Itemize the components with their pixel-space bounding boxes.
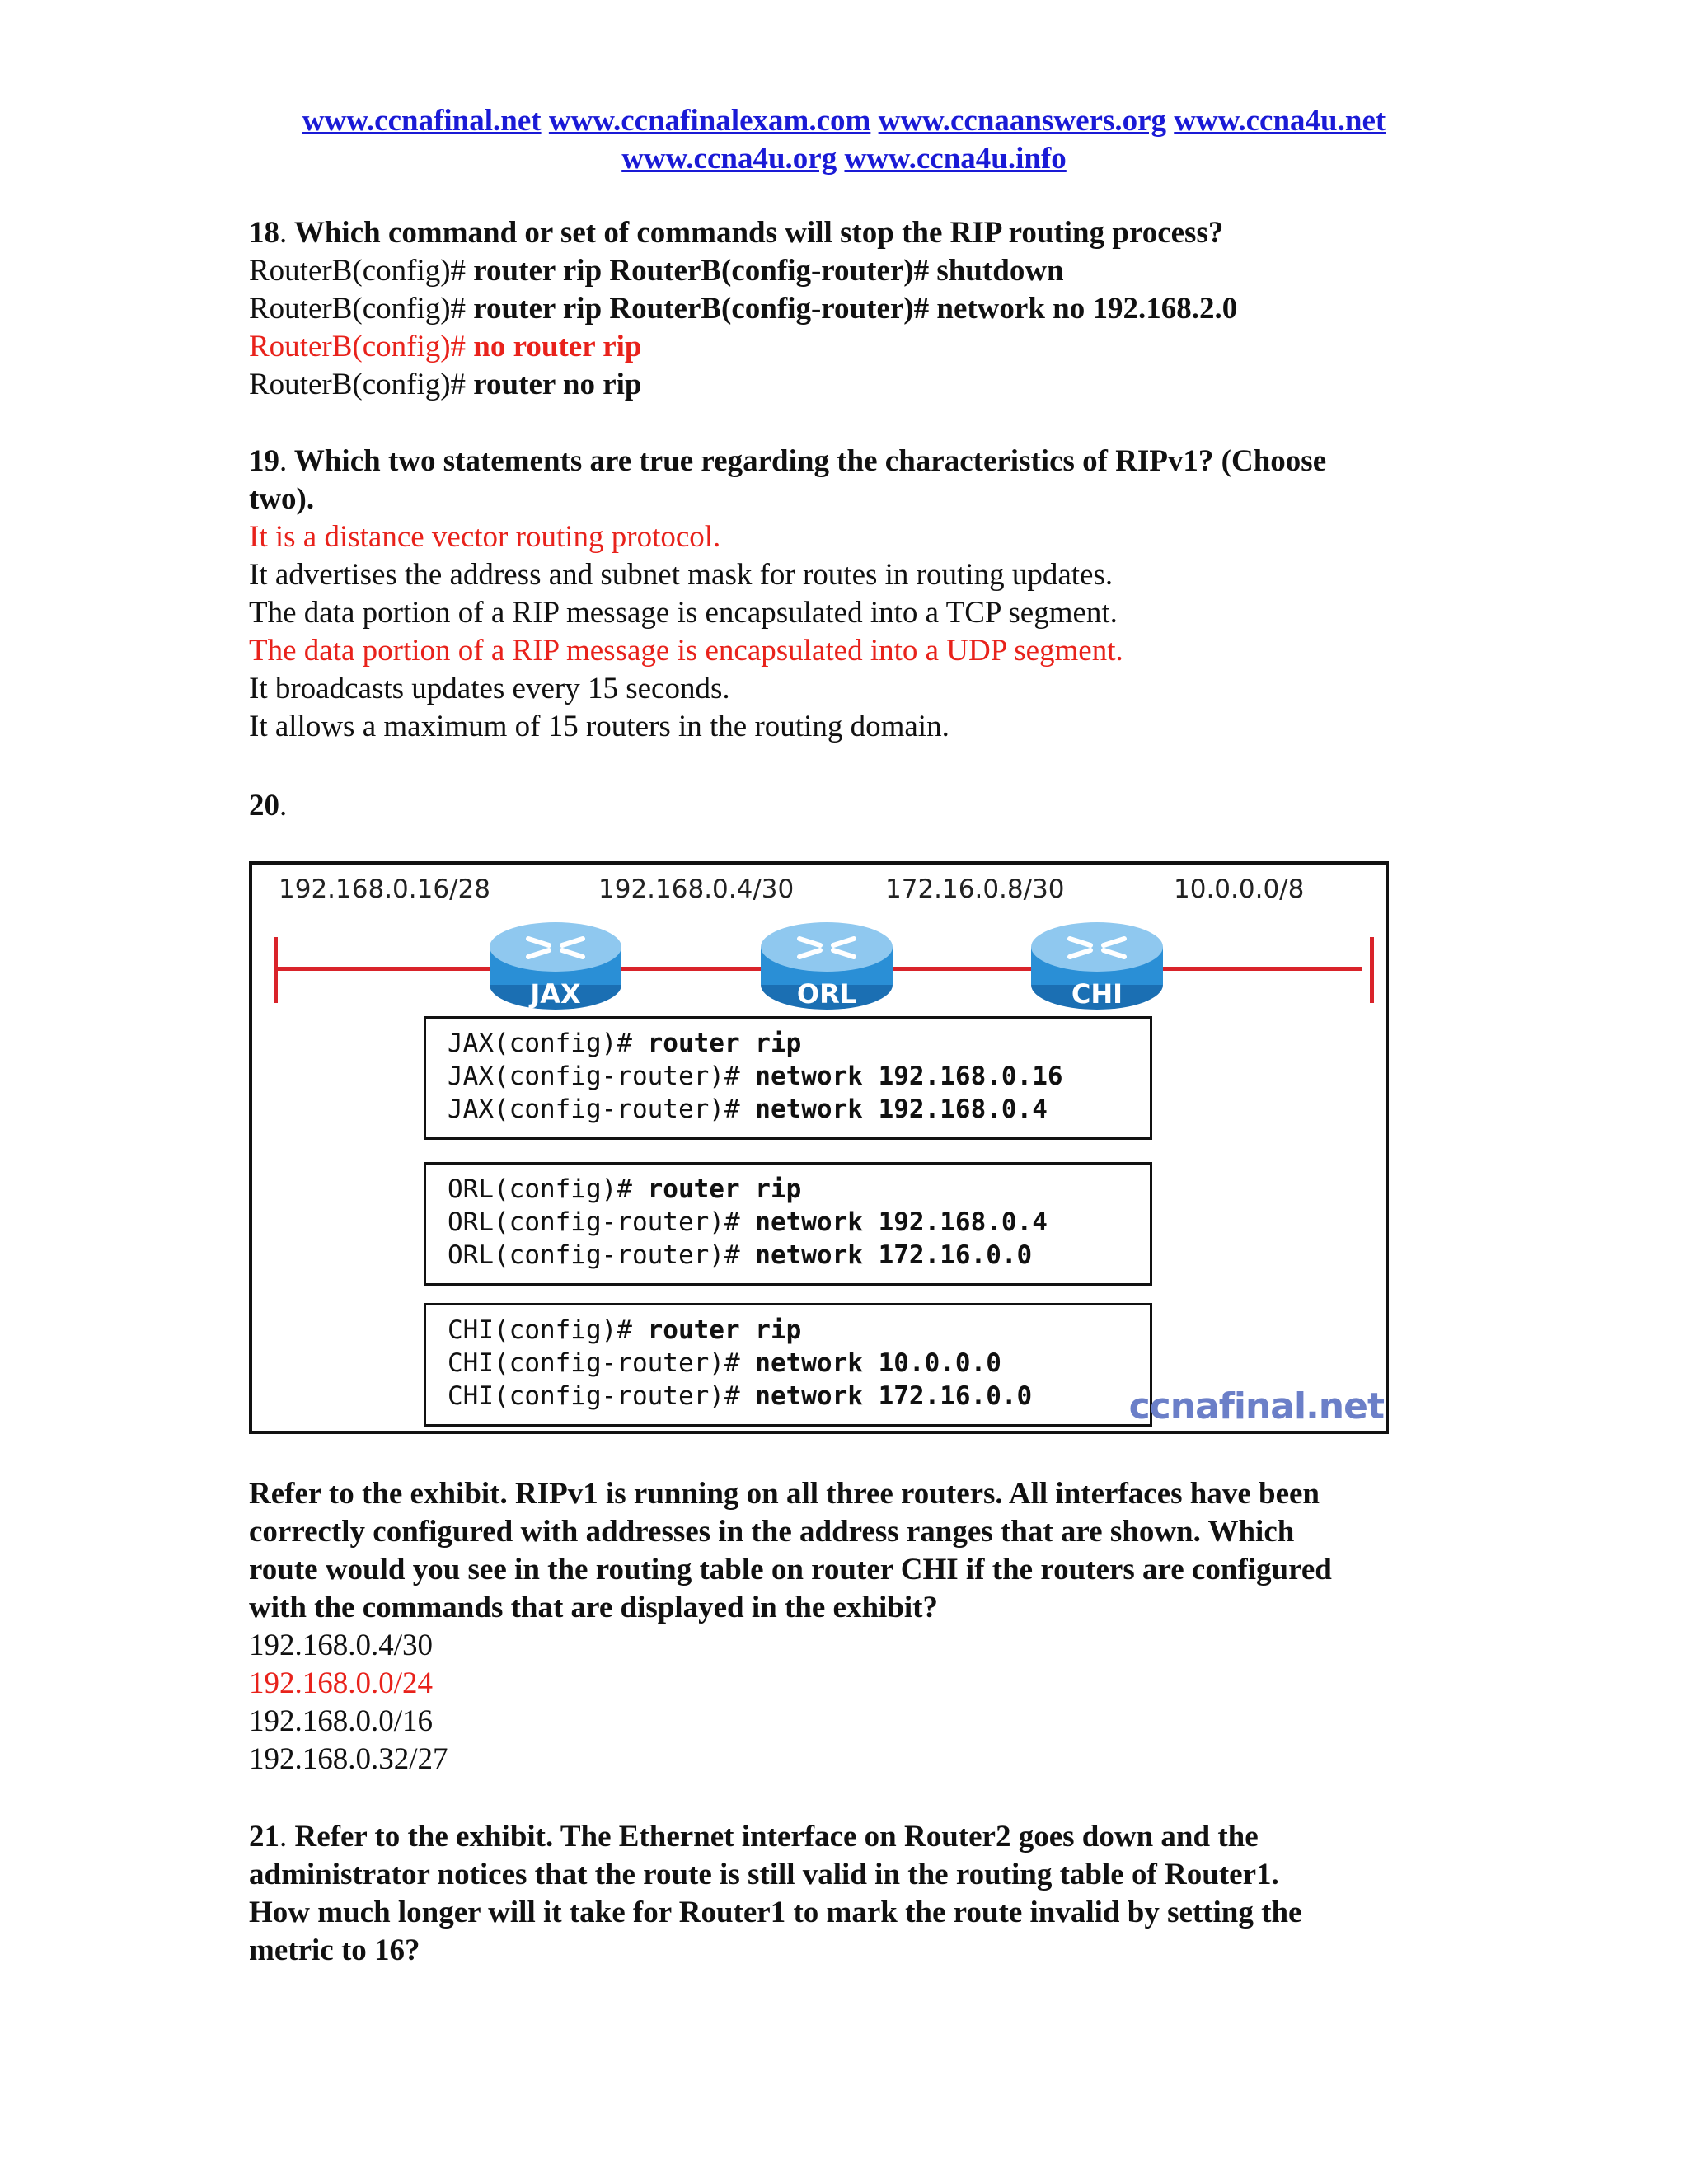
q20-option-1: 192.168.0.4/30 bbox=[249, 1629, 434, 1662]
config-line bbox=[448, 1314, 1150, 1347]
router-icon-orl bbox=[758, 921, 895, 1011]
option-command: router rip RouterB(config-router)# network no 192.168.2.0 bbox=[473, 292, 1238, 326]
config-prompt: CHI(config-router)# bbox=[448, 1348, 756, 1378]
q19-option-5: It broadcasts updates every 15 seconds. bbox=[249, 672, 730, 705]
question-20 bbox=[249, 1475, 1461, 1779]
q19-option-2: It advertises the address and subnet mask for routes in routing updates. bbox=[249, 558, 1114, 592]
question-text-cont: correctly configured with addresses in the address ranges that are shown. Which bbox=[249, 1515, 1295, 1549]
question-number: 19 bbox=[249, 444, 279, 478]
option-prefix: RouterB(config)# bbox=[249, 254, 467, 288]
link-ccna4u-info[interactable]: www.ccna4u.info bbox=[844, 142, 1067, 176]
config-prompt: ORL(config-router)# bbox=[448, 1240, 756, 1270]
config-command: network 192.168.0.16 bbox=[755, 1062, 1063, 1091]
network-exhibit bbox=[249, 861, 1389, 1434]
question-text: Refer to the exhibit. RIPv1 is running on all three routers. All interfaces have been bbox=[249, 1477, 1320, 1511]
router-label-jax: JAX bbox=[530, 978, 581, 1010]
header-links-line1 bbox=[0, 102, 1688, 140]
config-prompt: JAX(config-router)# bbox=[448, 1094, 756, 1124]
q20-option-4: 192.168.0.32/27 bbox=[249, 1742, 448, 1776]
config-prompt: JAX(config-router)# bbox=[448, 1062, 756, 1091]
q18-option-1 bbox=[249, 252, 1461, 290]
router-label-orl: ORL bbox=[796, 978, 857, 1010]
link-ccna4u-org[interactable]: www.ccna4u.org bbox=[621, 142, 837, 176]
network-label-1: 192.168.0.16/28 bbox=[279, 874, 490, 904]
link-ccnafinal[interactable]: www.ccnafinal.net bbox=[302, 104, 542, 138]
config-command: network 192.168.0.4 bbox=[755, 1094, 1048, 1124]
question-number: 18 bbox=[249, 216, 279, 250]
header-links-line2 bbox=[0, 140, 1688, 178]
question-text-cont: administrator notices that the route is still valid in the routing table of Router1. bbox=[249, 1858, 1279, 1891]
q20-option-3: 192.168.0.0/16 bbox=[249, 1704, 434, 1738]
q18-option-2 bbox=[249, 290, 1461, 328]
question-21 bbox=[249, 1818, 1461, 1970]
config-line bbox=[448, 1380, 1150, 1413]
question-19-title: 19. Which two statements are true regarding the characteristics of RIPv1? (Choose bbox=[249, 444, 1327, 478]
config-line bbox=[448, 1206, 1150, 1239]
network-end-right bbox=[1370, 937, 1374, 1003]
config-box-orl bbox=[424, 1162, 1152, 1286]
config-command: network 10.0.0.0 bbox=[755, 1348, 1001, 1378]
config-line bbox=[448, 1027, 1150, 1060]
q19-option-6: It allows a maximum of 15 routers in the routing domain. bbox=[249, 710, 950, 743]
config-prompt: CHI(config-router)# bbox=[448, 1381, 756, 1411]
config-prompt: ORL(config-router)# bbox=[448, 1207, 756, 1237]
option-prefix: RouterB(config)# bbox=[249, 330, 467, 363]
question-number: 20 bbox=[249, 789, 279, 823]
q18-option-3-correct bbox=[249, 328, 1461, 366]
q20-option-2-correct: 192.168.0.0/24 bbox=[249, 1666, 434, 1700]
network-label-3: 172.16.0.8/30 bbox=[885, 874, 1065, 904]
link-ccnafinalexam[interactable]: www.ccnafinalexam.com bbox=[548, 104, 871, 138]
config-prompt: ORL(config)# bbox=[448, 1174, 648, 1204]
question-text-cont: with the commands that are displayed in the exhibit? bbox=[249, 1591, 938, 1624]
config-command: router rip bbox=[647, 1029, 802, 1058]
config-line bbox=[448, 1347, 1150, 1380]
question-text: Which command or set of commands will stop the RIP routing process? bbox=[293, 216, 1224, 250]
config-command: router rip bbox=[647, 1315, 802, 1345]
network-end-left bbox=[274, 937, 278, 1003]
question-21-title: 21. Refer to the exhibit. The Ethernet interface on Router2 goes down and the bbox=[249, 1820, 1259, 1854]
question-text-cont: metric to 16? bbox=[249, 1933, 420, 1967]
config-prompt: CHI(config)# bbox=[448, 1315, 648, 1345]
config-line bbox=[448, 1060, 1150, 1093]
question-text: Which two statements are true regarding the characteristics of RIPv1? (Choose bbox=[293, 444, 1327, 478]
option-command: no router rip bbox=[473, 330, 642, 363]
q19-option-4-correct: The data portion of a RIP message is encapsulated into a UDP segment. bbox=[249, 634, 1123, 668]
question-19 bbox=[249, 443, 1461, 746]
question-18 bbox=[249, 214, 1461, 404]
question-18-title: 18. Which command or set of commands will stop the RIP routing process? bbox=[249, 216, 1224, 250]
q19-option-1-correct: It is a distance vector routing protocol. bbox=[249, 520, 721, 554]
exhibit-watermark: ccnafinal.net bbox=[1128, 1385, 1384, 1427]
config-command: router rip bbox=[647, 1174, 802, 1204]
q19-option-3: The data portion of a RIP message is encapsulated into a TCP segment. bbox=[249, 596, 1118, 630]
option-prefix: RouterB(config)# bbox=[249, 368, 467, 401]
question-text-cont: route would you see in the routing table on router CHI if the routers are configured bbox=[249, 1553, 1332, 1586]
config-box-chi bbox=[424, 1303, 1152, 1427]
question-20-number: 20. bbox=[249, 789, 288, 823]
config-line bbox=[448, 1093, 1150, 1126]
config-line bbox=[448, 1173, 1150, 1206]
router-label-chi: CHI bbox=[1071, 978, 1123, 1010]
q18-option-4 bbox=[249, 366, 1461, 404]
option-prefix: RouterB(config)# bbox=[249, 292, 467, 326]
config-command: network 192.168.0.4 bbox=[755, 1207, 1048, 1237]
config-box-jax bbox=[424, 1016, 1152, 1140]
router-icon-jax bbox=[487, 921, 624, 1011]
question-number: 21 bbox=[249, 1820, 279, 1854]
config-line bbox=[448, 1239, 1150, 1272]
router-icon-chi bbox=[1029, 921, 1165, 1011]
config-prompt: JAX(config)# bbox=[448, 1029, 648, 1058]
option-command: router rip RouterB(config-router)# shutdown bbox=[473, 254, 1064, 288]
link-ccna4u-net[interactable]: www.ccna4u.net bbox=[1174, 104, 1386, 138]
question-text-cont: How much longer will it take for Router1 to mark the route invalid by setting the bbox=[249, 1896, 1302, 1929]
question-text: Refer to the exhibit. The Ethernet interface on Router2 goes down and the bbox=[294, 1820, 1259, 1854]
network-label-4: 10.0.0.0/8 bbox=[1174, 874, 1305, 904]
option-command: router no rip bbox=[473, 368, 642, 401]
question-text-cont: two). bbox=[249, 482, 315, 516]
network-label-2: 192.168.0.4/30 bbox=[598, 874, 795, 904]
config-command: network 172.16.0.0 bbox=[755, 1240, 1033, 1270]
config-command: network 172.16.0.0 bbox=[755, 1381, 1033, 1411]
link-ccnaanswers[interactable]: www.ccnaanswers.org bbox=[878, 104, 1167, 138]
